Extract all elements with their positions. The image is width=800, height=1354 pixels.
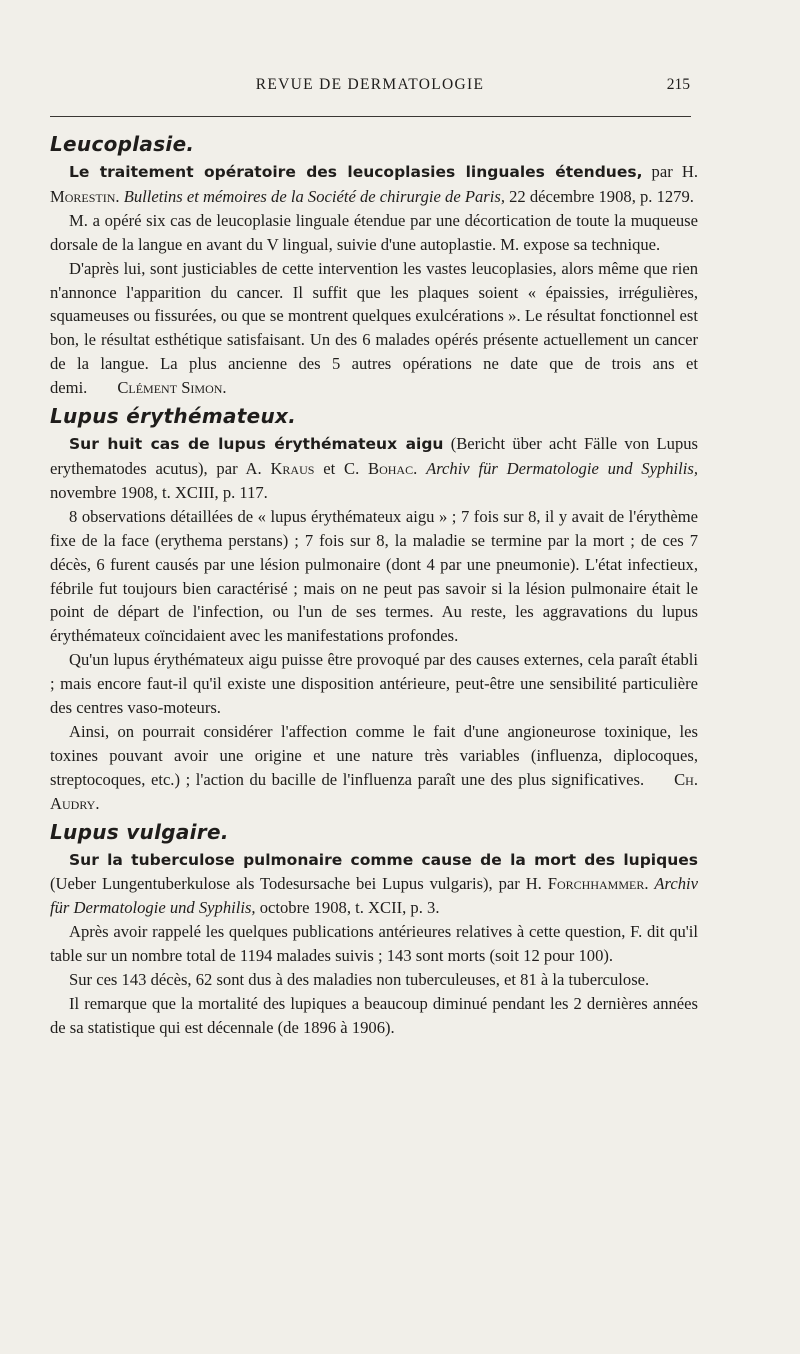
reference-author: Kraus bbox=[270, 458, 315, 478]
signature: Clément Simon. bbox=[117, 378, 227, 398]
article-body bbox=[50, 128, 698, 1040]
reference-title: Le traitement opératoire des leucoplasies linguales étendues, bbox=[69, 163, 643, 181]
reference-journal: Bulletins et mémoires de la Société de chirurgie de Paris, bbox=[123, 186, 505, 206]
reference-text: . bbox=[413, 458, 427, 478]
section-title-leucoplasie: Leucoplasie. bbox=[50, 132, 195, 156]
signature: Ch. Audry. bbox=[50, 769, 698, 813]
paragraph: Sur ces 143 décès, 62 sont dus à des maladies non tuberculeuses, et 81 à la tuberculose. bbox=[69, 970, 650, 990]
reference-text: par H. bbox=[642, 162, 698, 181]
section-title-lupus-vulgaire: Lupus vulgaire. bbox=[50, 819, 229, 844]
reference-text: (Ueber Lungentuberkulose als Todesursache bei Lupus vulgaris), par H. bbox=[50, 874, 548, 894]
reference-author: Bohac bbox=[368, 458, 414, 478]
paragraph: Qu'un lupus érythémateux aigu puisse être provoqué par des causes externes, cela paraît établi ; mais encore faut-il qu'il existe une disposition antérieure, peut-être une sensibilité particulière des centres vaso-moteurs. bbox=[50, 650, 698, 718]
header-rule bbox=[50, 116, 691, 117]
reference-text: (Bericht über acht Fälle von Lupus erythematodes acutus), par A. bbox=[50, 434, 698, 478]
paragraph bbox=[50, 720, 698, 816]
paragraph-text: D'après lui, sont justiciables de cette intervention les vastes leucoplasies, alors même que rien n'annonce l'apparition du cancer. Il suffit que les plaques soient « épaissies, irrégulières, squameuses ou fissurées, ou que se montrent quelques exulcérations ». Le résultat fonctionnel est bon, le résultat esthétique satisfaisant. Un des 6 malades opérés présente actuellement un cancer de la langue. La plus ancienne des 5 autres opérations ne date que de trois ans et demi. bbox=[50, 258, 698, 398]
paragraph bbox=[50, 257, 698, 400]
paragraph: Après avoir rappelé les quelques publications antérieures relatives à cette question, F. dit qu'il table sur un nombre total de 1194 malades suivis ; 143 sont morts (soit 12 pour 100). bbox=[50, 922, 698, 966]
reference-text: 22 décembre 1908, p. 1279. bbox=[504, 186, 694, 206]
reference-title: Sur la tuberculose pulmonaire comme cause de la mort des lupiques bbox=[69, 850, 698, 869]
reference-lupus-erythemateux bbox=[50, 432, 698, 505]
reference-text: . bbox=[115, 186, 124, 206]
running-head bbox=[50, 74, 690, 98]
reference-text: octobre 1908, t. XCII, p. 3. bbox=[255, 898, 440, 918]
paragraph: Il remarque que la mortalité des lupiques a beaucoup diminué pendant les 2 dernières années de sa statistique qui est décennale (de 1896 à 1906). bbox=[50, 994, 698, 1037]
reference-text: novembre 1908, t. XCIII, p. 117. bbox=[50, 482, 268, 502]
reference-title: Sur huit cas de lupus érythémateux aigu bbox=[69, 435, 444, 454]
reference-author: Morestin bbox=[50, 186, 116, 206]
reference-journal: Archiv für Dermatologie und Syphilis, bbox=[50, 874, 699, 918]
reference-journal: Archiv für Dermatologie und Syphilis, bbox=[426, 458, 698, 478]
section-title-lupus-erythemateux: Lupus érythémateux. bbox=[50, 404, 297, 429]
reference-leucoplasie bbox=[50, 160, 698, 209]
reference-text: et C. bbox=[314, 458, 369, 478]
paragraph: 8 observations détaillées de « lupus érythémateux aigu » ; 7 fois sur 8, il y avait de l'érythème fixe de la face (erythema perstans) ; 7 fois sur 8, la maladie se termine par la mort ; de ces 7 décès, 6 furent causés par une lésion pulmonaire (dont 4 par une pneumonie). L'état infectieux, fébrile fut toujours bien caractérisé ; mais on ne peut pas savoir si la lésion pulmonaire était le point de départ de l'infection, ou l'un de ses termes. Au reste, les aggravations du lupus érythémateux coïncidaient avec les manifestations profondes. bbox=[50, 506, 698, 646]
paragraph-text: Ainsi, on pourrait considérer l'affection comme le fait d'une angioneurose toxinique, les toxines pouvant avoir une origine et une nature très variables (influenza, diplocoques, streptocoques, etc.) ; l'action du bacille de l'influenza paraît une des plus significatives. bbox=[50, 721, 698, 789]
journal-title: REVUE DE DERMATOLOGIE bbox=[255, 76, 485, 93]
paragraph: M. a opéré six cas de leucoplasie linguale étendue par une décortication de toute la muqueuse dorsale de la langue en avant du V lingual, suivie d'une autoplastie. M. expose sa technique. bbox=[50, 210, 698, 254]
reference-lupus-vulgaire bbox=[50, 848, 698, 921]
page-number: 215 bbox=[666, 76, 690, 93]
reference-author: Forchhammer bbox=[547, 874, 645, 894]
reference-text: . bbox=[644, 874, 655, 894]
